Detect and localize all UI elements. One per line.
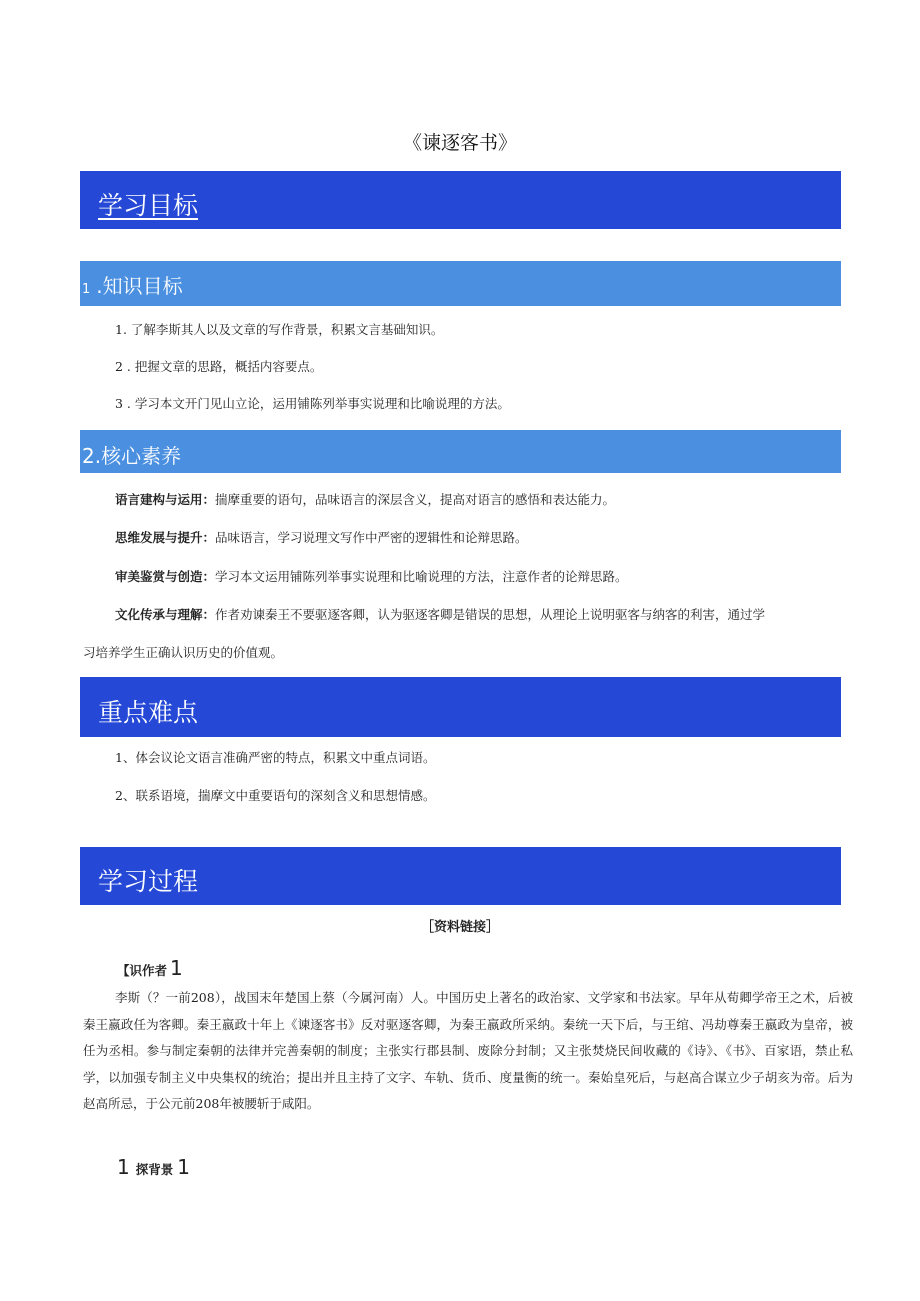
core-item-text: 品味语言，学习说理文写作中严密的逻辑性和论辩思路。 xyxy=(215,530,528,545)
background-heading xyxy=(117,1155,190,1179)
subsection-bar-knowledge xyxy=(80,261,841,306)
section-title-keypoints: 重点难点 xyxy=(98,698,199,727)
core-item-head: 语言建构与运用： xyxy=(115,492,216,507)
keypoint-item: 2、联系语境，揣摩文中重要语句的深刻含义和思想情感。 xyxy=(115,788,436,803)
knowledge-item: 3 . 学习本文开门见山立论，运用铺陈列举事实说理和比喻说理的方法。 xyxy=(115,396,510,411)
core-item-head: 文化传承与理解： xyxy=(115,607,216,622)
author-heading-number: 1 xyxy=(170,956,183,980)
subsection-title-knowledge xyxy=(82,270,183,299)
subsection-bar-core xyxy=(80,430,841,473)
author-paragraph: 李斯（？一前208），战国末年楚国上蔡（今属河南）人。中国历史上著名的政治家、文学家和书法家。早年从荀卿学帝王之术，后被秦王嬴政任为客卿。秦王嬴政十年上《谏逐客书》反对驱逐客卿，为秦王嬴政所采纳。秦统一天下后，与王绾、冯劫尊秦王嬴政为皇帝，被任为丞相。参与制定秦朝的法律并完善秦朝的制度；主张实行郡县制、废除分封制；又主张焚烧民间收藏的《诗》、《书》、百家语，禁止私学，以加强专制主义中央集权的统治；提出并且主持了文字、车轨、货币、度量衡的统一。秦始皇死后，与赵高合谋立少子胡亥为帝。后为赵高所忌，于公元前208年被腰斩于咸阳。 xyxy=(83,990,853,1111)
core-item-continuation: 习培养学生正确认识历史的价值观。 xyxy=(83,645,284,660)
section-title-goals: 学习目标 xyxy=(98,191,199,220)
section-banner-process xyxy=(80,847,841,905)
background-heading-text: 探背景 xyxy=(135,1162,174,1177)
core-item xyxy=(115,567,628,585)
background-heading-number-right: 1 xyxy=(177,1155,190,1179)
section-banner-keypoints xyxy=(80,677,841,737)
core-item-head: 审美鉴赏与创造： xyxy=(115,569,216,584)
subsection-title-core: 2.核心素养 xyxy=(82,444,182,468)
author-heading-text: 【识作者 xyxy=(117,963,168,978)
core-item-head: 思维发展与提升： xyxy=(115,530,216,545)
background-heading-number-left: 1 xyxy=(117,1155,130,1179)
core-item-text: 作者劝谏秦王不要驱逐客卿，认为驱逐客卿是错误的思想，从理论上说明驱客与纳客的利害，通过学 xyxy=(215,607,766,622)
core-item-text: 揣摩重要的语句，品味语言的深层含义，提高对语言的感悟和表达能力。 xyxy=(215,492,616,507)
core-item-text: 学习本文运用铺陈列举事实说理和比喻说理的方法，注意作者的论辩思路。 xyxy=(215,569,628,584)
section-title-process: 学习过程 xyxy=(98,867,199,896)
subsection-label: .知识目标 xyxy=(96,274,183,298)
core-item xyxy=(115,490,615,508)
knowledge-item: 2 . 把握文章的思路，概括内容要点。 xyxy=(115,359,323,374)
resource-link-label: ［资料链接］ xyxy=(420,920,499,935)
author-heading xyxy=(117,956,183,980)
knowledge-item: 1. 了解李斯其人以及文章的写作背景，积累文言基础知识。 xyxy=(115,322,444,337)
page-title: 《谏逐客书》 xyxy=(402,132,517,154)
core-item xyxy=(115,605,765,623)
subsection-number: 1 xyxy=(82,282,91,297)
core-item xyxy=(115,528,528,546)
section-banner-goals xyxy=(80,171,841,229)
keypoint-item: 1、体会议论文语言准确严密的特点，积累文中重点词语。 xyxy=(115,750,436,765)
